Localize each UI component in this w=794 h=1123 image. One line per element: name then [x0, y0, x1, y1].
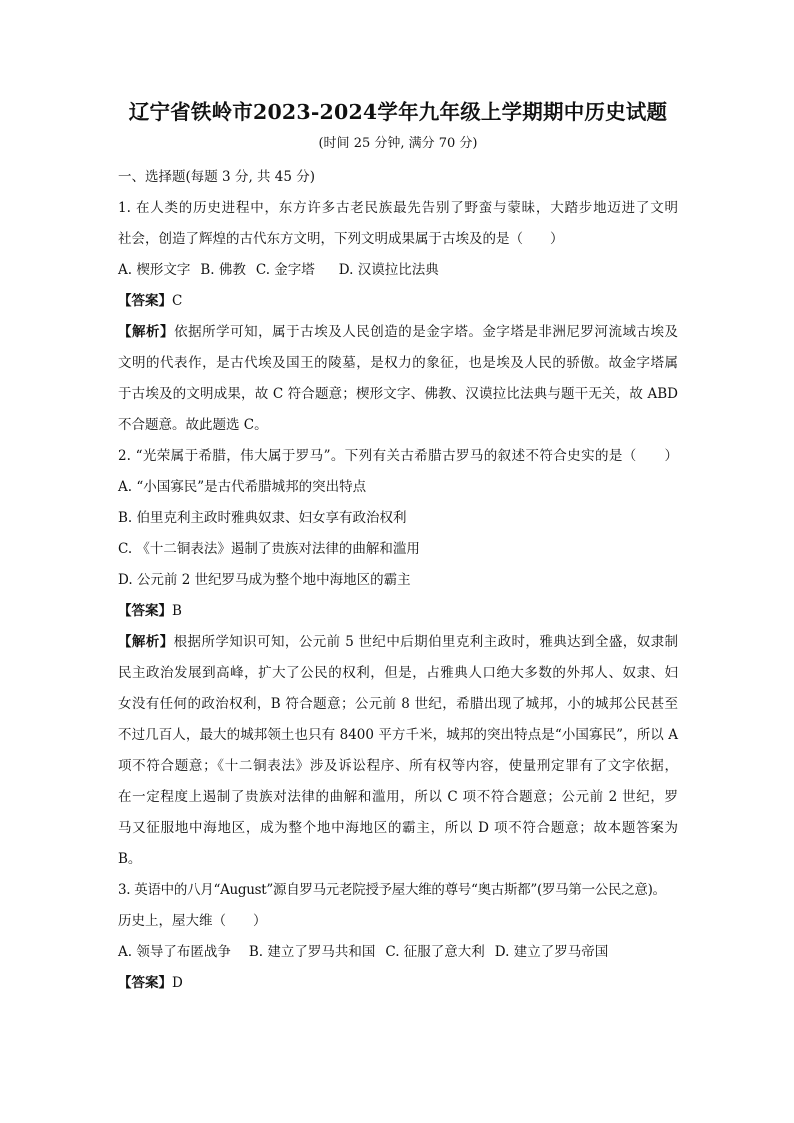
- question-stem-line: 历史上，屋大维（ ）: [118, 913, 267, 929]
- option-b: B. 伯里克利主政时雅典奴隶、妇女享有政治权利: [118, 510, 407, 526]
- answer-line: [118, 968, 678, 999]
- answer-value: B: [172, 603, 182, 619]
- answer-label: 【答案】: [118, 603, 172, 619]
- option-a: A. 楔形文字: [118, 262, 191, 278]
- option-c: C. 金字塔: [255, 262, 315, 278]
- analysis-label: 【解析】: [118, 324, 175, 340]
- answer-label: 【答案】: [118, 975, 172, 991]
- option-d: D. 汉谟拉比法典: [338, 262, 439, 278]
- answer-label: 【答案】: [118, 293, 172, 309]
- option-c: C. 征服了意大利: [385, 944, 485, 960]
- answer-value: C: [172, 293, 183, 309]
- answer-value: D: [172, 975, 183, 991]
- analysis-label: 【解析】: [118, 634, 174, 650]
- analysis-line: 项不符合题意；《十二铜表法》涉及诉讼程序、所有权等内容，使量刑定罪有了文字依据，: [118, 758, 678, 774]
- question-2: [118, 441, 678, 875]
- question-1: [118, 193, 678, 441]
- question-options: [118, 255, 678, 286]
- analysis-line: [118, 627, 678, 658]
- analysis-line: 马又征服地中海地区，成为整个地中海地区的霸主，所以 D 项不符合题意；故本题答案为: [118, 820, 678, 836]
- question-options: [118, 937, 678, 968]
- analysis-line: 民主政治发展到高峰，扩大了公民的权利，但是，占雅典人口绝大多数的外邦人、奴隶、妇: [118, 665, 678, 681]
- section-heading: 一、选择题(每题 3 分, 共 45 分): [118, 169, 316, 185]
- answer-line: [118, 596, 678, 627]
- question-3: [118, 875, 678, 999]
- answer-line: [118, 286, 678, 317]
- analysis-line: 文明的代表作，是古代埃及国王的陵墓，是权力的象征，也是埃及人民的骄傲。故金字塔属: [118, 355, 678, 371]
- analysis-text: 依据所学可知，属于古埃及人民创造的是金字塔。金字塔是非洲尼罗河流域古埃及: [174, 324, 679, 340]
- question-stem-line: 1. 在人类的历史进程中，东方许多古老民族最先告别了野蛮与蒙昧，大踏步地迈进了文明: [118, 200, 678, 216]
- analysis-line: 在一定程度上遏制了贵族对法律的曲解和滥用，所以 C 项不符合题意；公元前 2 世纪，罗: [118, 789, 678, 805]
- option-a: A. “小国寡民”是古代希腊城邦的突出特点: [118, 479, 367, 495]
- exam-info: (时间 25 分钟, 满分 70 分): [318, 136, 478, 151]
- analysis-line: 女没有任何的政治权利，B 符合题意；公元前 8 世纪，希腊出现了城邦，小的城邦公民甚至: [118, 696, 678, 712]
- analysis-line: 不合题意。故此题选 C。: [118, 417, 268, 433]
- question-stem-line: 2. “光荣属于希腊，伟大属于罗马”。下列有关古希腊古罗马的叙述不符合史实的是（ ）: [118, 448, 678, 464]
- document-page: [118, 96, 678, 999]
- option-d: D. 建立了罗马帝国: [494, 944, 609, 960]
- option-b: B. 建立了罗马共和国: [248, 944, 376, 960]
- option-d: D. 公元前 2 世纪罗马成为整个地中海地区的霸主: [118, 572, 411, 588]
- option-a: A. 领导了布匿战争: [118, 944, 231, 960]
- question-stem-line: 社会，创造了辉煌的古代东方文明，下列文明成果属于古埃及的是（ ）: [118, 231, 564, 247]
- analysis-line: [118, 317, 678, 348]
- analysis-line: B。: [118, 851, 142, 867]
- option-b: B. 佛教: [200, 262, 246, 278]
- analysis-line: 于古埃及的文明成果，故 C 符合题意；楔形文字、佛教、汉谟拉比法典与题干无关，故 ABD: [118, 386, 678, 402]
- analysis-line: 不过几百人，最大的城邦领土也只有 8400 平方千米，城邦的突出特点是“小国寡民”，所以 A: [118, 727, 678, 743]
- analysis-text: 根据所学知识可知，公元前 5 世纪中后期伯里克利主政时，雅典达到全盛，奴隶制: [173, 634, 679, 650]
- question-stem-line: 3. 英语中的八月“August”源自罗马元老院授予屋大维的尊号“奥古斯都”(罗马第一公民之意)。: [118, 882, 666, 898]
- document-title: 辽宁省铁岭市2023-2024学年九年级上学期期中历史试题: [128, 100, 668, 124]
- option-c: C. 《十二铜表法》遏制了贵族对法律的曲解和滥用: [118, 541, 420, 557]
